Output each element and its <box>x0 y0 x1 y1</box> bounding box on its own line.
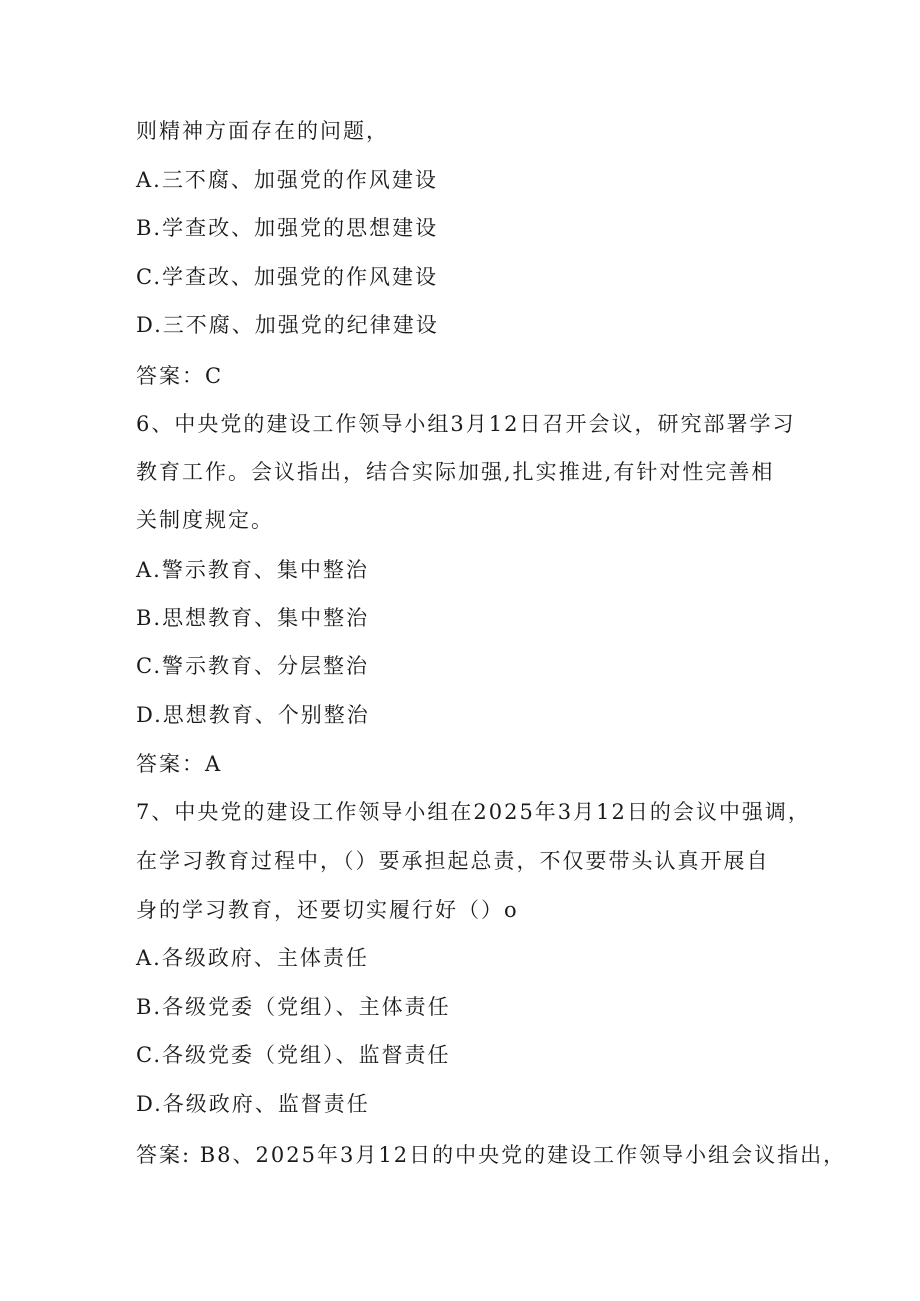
question-line: 教育工作。会议指出，结合实际加强,扎实推进,有针对性完善相 <box>136 460 775 484</box>
option-line: D.思想教育、个别整治 <box>136 703 370 727</box>
option-line: A.警示教育、集中整治 <box>136 558 369 582</box>
option-line: B.各级党委（党组）、主体责任 <box>136 995 451 1019</box>
option-line: C.各级党委（党组）、监督责任 <box>136 1043 451 1067</box>
question-line: 6、中央党的建设工作领导小组3月12日召开会议，研究部署学习 <box>136 412 796 436</box>
option-line: B.思想教育、集中整治 <box>136 606 370 630</box>
option-line: C.警示教育、分层整治 <box>136 654 369 678</box>
option-line: C.学查改、加强党的作风建设 <box>136 265 438 289</box>
text-line: 则精神方面存在的问题， <box>136 119 389 143</box>
option-line: D.三不腐、加强党的纪律建设 <box>136 313 439 337</box>
answer-line: 答案：C <box>136 364 224 388</box>
option-line: D.各级政府、监督责任 <box>136 1092 370 1116</box>
answer-line: 答案：A <box>136 752 223 776</box>
question-line: 7、中央党的建设工作领导小组在2025年3月12日的会议中强调， <box>136 800 811 824</box>
question-line: 身的学习教育，还要切实履行好（）o <box>136 898 519 922</box>
question-line: 关制度规定。 <box>136 508 274 532</box>
option-line: A.各级政府、主体责任 <box>136 946 369 970</box>
option-line: A.三不腐、加强党的作风建设 <box>136 168 438 192</box>
answer-line: 答案: B8、2025年3月12日的中央党的建设工作领导小组会议指出， <box>136 1143 847 1167</box>
question-line: 在学习教育过程中，（）要承担起总责，不仅要带头认真开展自 <box>136 849 770 873</box>
option-line: B.学查改、加强党的思想建设 <box>136 216 439 240</box>
